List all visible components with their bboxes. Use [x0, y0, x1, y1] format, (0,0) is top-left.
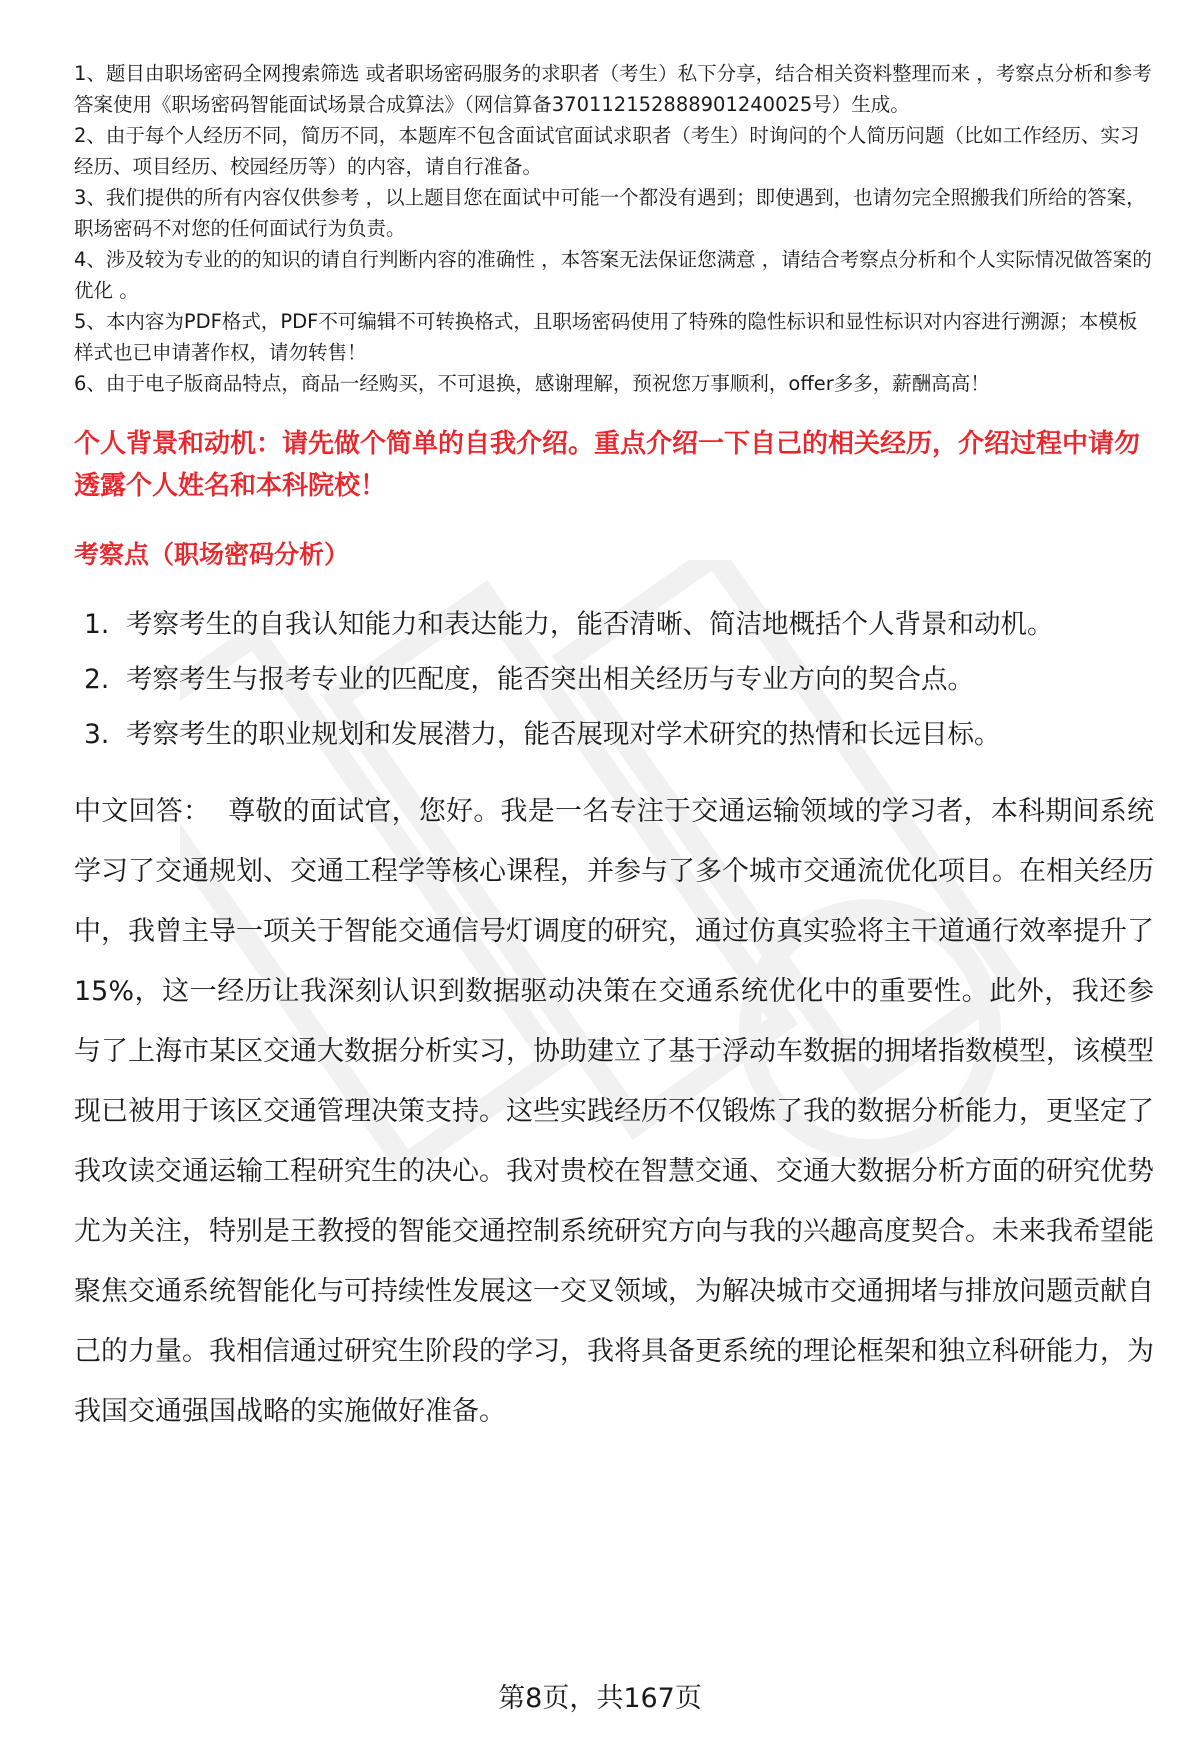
point-text: 考察考生的自我认知能力和表达能力，能否清晰、简洁地概括个人背景和动机。	[126, 609, 1054, 640]
disclaimer-note: 4、涉及较为专业的的知识的请自行判断内容的准确性 ，本答案无法保证您满意 ，请结合考察点分析和个人实际情况做答案的优化 。	[74, 248, 1152, 302]
disclaimer-note: 5、本内容为PDF格式，PDF不可编辑不可转换格式，且职场密码使用了特殊的隐性标识和显性标识对内容进行溯源；本模板样式也已申请著作权，请勿转售！	[74, 310, 1138, 364]
analysis-point	[84, 652, 1154, 707]
point-number: 3.	[84, 719, 110, 750]
answer-paragraph	[74, 782, 1154, 1442]
document-page	[74, 58, 1154, 1442]
interview-question: 个人背景和动机：请先做个简单的自我介绍。重点介绍一下自己的相关经历，介绍过程中请勿透露个人姓名和本科院校！	[74, 429, 1141, 501]
answer-label: 中文回答：	[74, 796, 211, 827]
answer-text: 尊敬的面试官，您好。我是一名专注于交通运输领域的学习者，本科期间系统学习了交通规划、交通工程学等核心课程，并参与了多个城市交通流优化项目。在相关经历中，我曾主导一项关于智能交通信号灯调度的研究，通过仿真实验将主干道通行效率提升了15%，这一经历让我深刻认识到数据驱动决策在交通系统优化中的重要性。此外，我还参与了上海市某区交通大数据分析实习，协助建立了基于浮动车数据的拥堵指数模型，该模型现已被用于该区交通管理决策支持。这些实践经历不仅锻炼了我的数据分析能力，更坚定了我攻读交通运输工程研究生的决心。我对贵校在智慧交通、交通大数据分析方面的研究优势尤为关注，特别是王教授的智能交通控制系统研究方向与我的兴趣高度契合。未来我希望能聚焦交通系统智能化与可持续性发展这一交叉领域，为解决城市交通拥堵与排放问题贡献自己的力量。我相信通过研究生阶段的学习，我将具备更系统的理论框架和独立科研能力，为我国交通强国战略的实施做好准备。	[74, 796, 1155, 1427]
analysis-heading: 考察点（职场密码分析）	[74, 540, 350, 569]
page-number-footer: 第8页，共167页	[498, 1683, 702, 1714]
disclaimer-note: 6、由于电子版商品特点，商品一经购买，不可退换，感谢理解，预祝您万事顺利，offer多多，薪酬高高！	[74, 372, 990, 395]
point-number: 1.	[84, 609, 110, 640]
point-text: 考察考生的职业规划和发展潜力，能否展现对学术研究的热情和长远目标。	[126, 719, 1001, 750]
disclaimer-note: 3、我们提供的所有内容仅供参考 ，以上题目您在面试中可能一个都没有遇到；即使遇到，也请勿完全照搬我们所给的答案，职场密码不对您的任何面试行为负责。	[74, 186, 1146, 240]
point-text: 考察考生与报考专业的匹配度，能否突出相关经历与专业方向的契合点。	[126, 664, 974, 695]
point-number: 2.	[84, 664, 110, 695]
analysis-point	[84, 707, 1154, 762]
analysis-points	[74, 597, 1154, 762]
disclaimer-note: 2、由于每个人经历不同，简历不同，本题库不包含面试官面试求职者（考生）时询问的个人简历问题（比如工作经历、实习经历、项目经历、校园经历等）的内容，请自行准备。	[74, 124, 1140, 178]
analysis-point	[84, 597, 1154, 652]
disclaimer-note: 1、题目由职场密码全网搜索筛选 或者职场密码服务的求职者（考生）私下分享，结合相关资料整理而来 ，考察点分析和参考答案使用《职场密码智能面试场景合成算法》（网信算备370112152888901240025号）生成。	[74, 62, 1152, 116]
disclaimer-notes	[74, 58, 1154, 399]
